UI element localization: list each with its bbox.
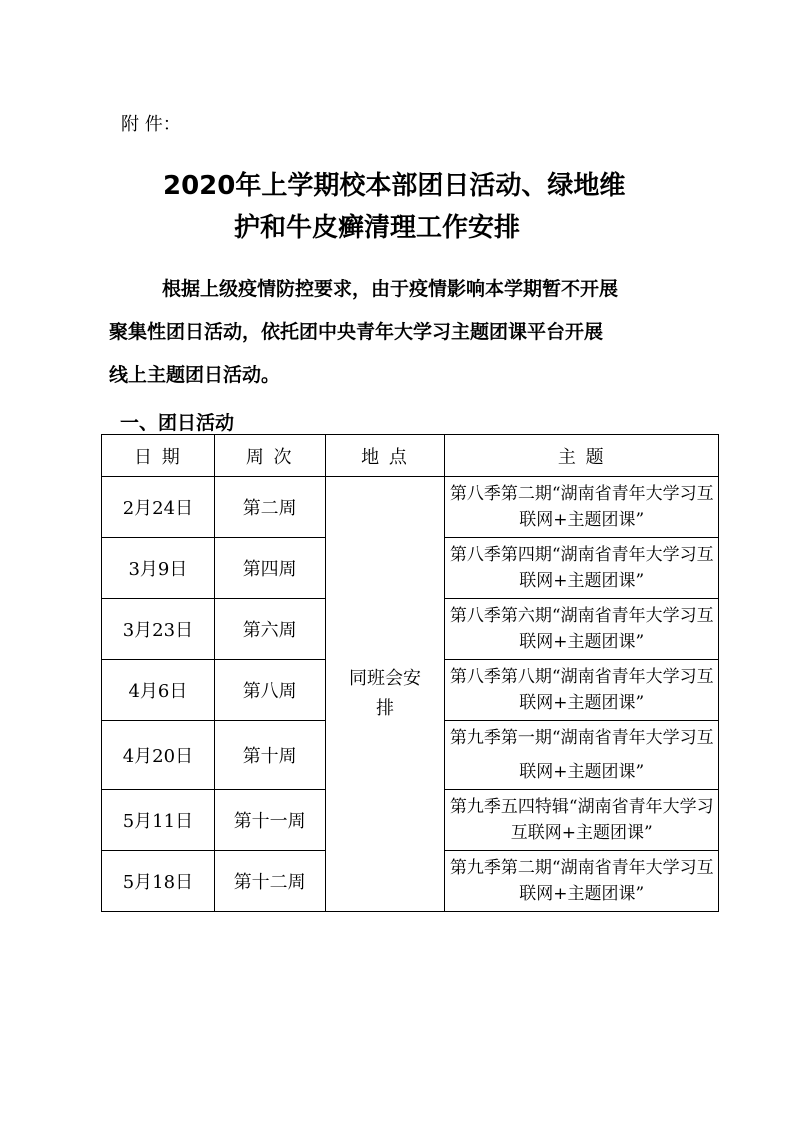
attachment-label: 附 件：: [121, 114, 181, 135]
row-week: 第十周: [214, 721, 325, 790]
row-week: 第六周: [214, 599, 325, 660]
row-topic: 第九季第一期“湖南省青年大学习互联网+主题团课”: [445, 721, 719, 790]
intro-line-2: 聚集性团日活动，依托团中央青年大学习主题团课平台开展: [109, 321, 604, 343]
location-cell: [325, 477, 445, 912]
intro-paragraph: [109, 268, 689, 397]
header-date: 日 期: [102, 435, 215, 477]
row-date: 4月20日: [102, 721, 215, 790]
header-location: 地 点: [325, 435, 445, 477]
row-week: 第十二周: [214, 851, 325, 912]
header-topic: 主 题: [445, 435, 719, 477]
row-topic: 第九季五四特辑“湖南省青年大学习互联网+主题团课”: [445, 790, 719, 851]
row-date: 5月11日: [102, 790, 215, 851]
row-date: 3月9日: [102, 538, 215, 599]
row-week: 第八周: [214, 660, 325, 721]
table-row: [102, 477, 719, 538]
table-header-row: [102, 435, 719, 477]
row-topic: 第八季第四期“湖南省青年大学习互联网+主题团课”: [445, 538, 719, 599]
header-week: 周 次: [214, 435, 325, 477]
intro-line-3: 线上主题团日活动。: [109, 364, 281, 386]
row-week: 第十一周: [214, 790, 325, 851]
row-date: 2月24日: [102, 477, 215, 538]
row-topic: 第八季第八期“湖南省青年大学习互联网+主题团课”: [445, 660, 719, 721]
row-topic: 第八季第六期“湖南省青年大学习互联网+主题团课”: [445, 599, 719, 660]
title-line-2: 护和牛皮癣清理工作安排: [234, 213, 521, 243]
location-text: 同班会安排: [349, 668, 422, 719]
section-heading: 一、团日活动: [120, 412, 235, 434]
title-line-1: 2020年上学期校本部团日活动、绿地维: [163, 171, 626, 201]
row-week: 第四周: [214, 538, 325, 599]
row-topic: 第九季第二期“湖南省青年大学习互联网+主题团课”: [445, 851, 719, 912]
row-date: 3月23日: [102, 599, 215, 660]
document-title: [120, 165, 680, 249]
row-date: 4月6日: [102, 660, 215, 721]
schedule-table: [101, 434, 719, 912]
row-topic: 第八季第二期“湖南省青年大学习互联网+主题团课”: [445, 477, 719, 538]
intro-line-1: 根据上级疫情防控要求，由于疫情影响本学期暂不开展: [162, 278, 619, 300]
row-date: 5月18日: [102, 851, 215, 912]
row-week: 第二周: [214, 477, 325, 538]
